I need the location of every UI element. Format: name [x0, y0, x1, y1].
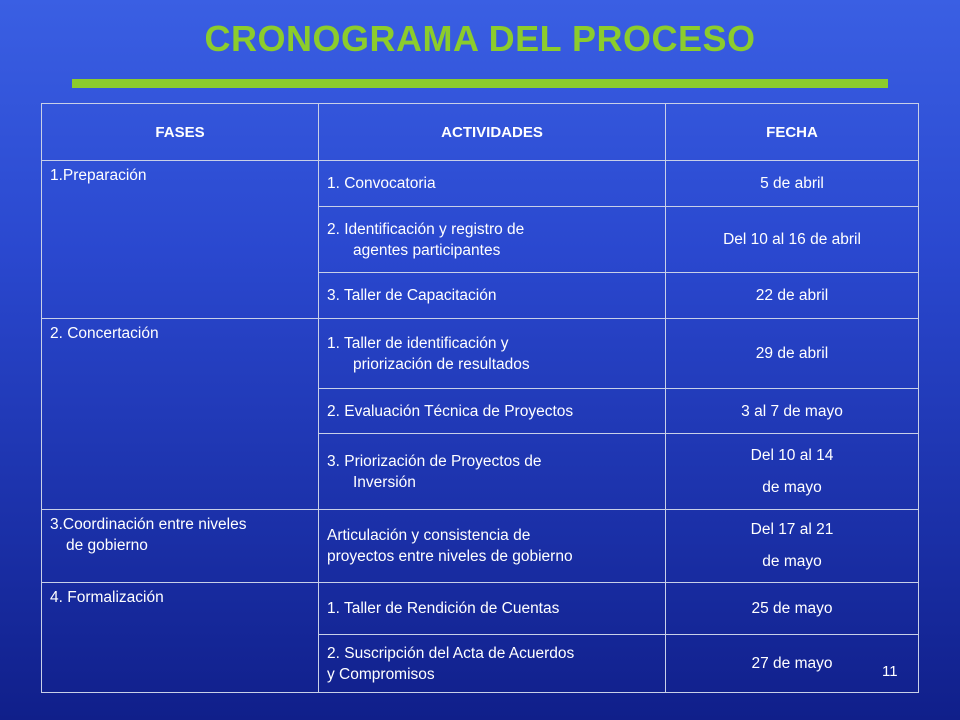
table-row: [42, 161, 919, 207]
activity-text-cont: y Compromisos: [327, 665, 435, 683]
date-cell: [666, 434, 919, 510]
phase-cell: [42, 583, 319, 693]
date-cell: 22 de abril: [666, 273, 919, 319]
activity-cell: [319, 510, 666, 583]
activity-text-cont: agentes participantes: [353, 241, 501, 259]
date-cell: 25 de mayo: [666, 583, 919, 635]
activity-cell: [319, 635, 666, 693]
phase-label-cont: de gobierno: [66, 537, 148, 554]
activity-text: Articulación y consistencia de: [327, 527, 531, 544]
header-fecha: FECHA: [666, 104, 919, 161]
date-cell: [666, 510, 919, 583]
slide-title: CRONOGRAMA DEL PROCESO: [204, 18, 756, 59]
page-number: 11: [882, 663, 898, 680]
activity-text: 1. Taller de identificación y: [327, 334, 509, 352]
phase-cell: [42, 319, 319, 510]
date-cell: 27 de mayo: [666, 635, 919, 693]
date-cell: 5 de abril: [666, 161, 919, 207]
header-row: [42, 104, 919, 161]
activity-cell: [319, 434, 666, 510]
activity-text: 1. Convocatoria: [327, 175, 436, 192]
phase-label: 3.Coordinación entre niveles: [50, 516, 247, 533]
activity-text-cont: priorización de resultados: [353, 355, 530, 373]
activity-text: 2. Suscripción del Acta de Acuerdos: [327, 644, 575, 662]
header-fases: FASES: [42, 104, 319, 161]
date-cell: 29 de abril: [666, 319, 919, 389]
schedule-table: [41, 103, 919, 693]
date-line: Del 17 al 21: [750, 521, 834, 538]
date-cell: 3 al 7 de mayo: [666, 389, 919, 434]
activity-cell: [319, 161, 666, 207]
phase-cell: [42, 510, 319, 583]
activity-cell: [319, 389, 666, 434]
table-row: [42, 319, 919, 389]
date-line: de mayo: [762, 478, 822, 496]
phase-label: 4. Formalización: [50, 589, 164, 606]
phase-label: 2. Concertación: [50, 325, 159, 342]
table-row: [42, 510, 919, 583]
activity-text-cont: proyectos entre niveles de gobierno: [327, 548, 573, 565]
activity-text: 1. Taller de Rendición de Cuentas: [327, 600, 560, 617]
activity-text-cont: Inversión: [353, 473, 416, 491]
table-row: [42, 583, 919, 635]
phase-label: 1.Preparación: [50, 167, 147, 184]
activity-text: 2. Evaluación Técnica de Proyectos: [327, 402, 574, 420]
activity-text: 3. Priorización de Proyectos de: [327, 452, 542, 470]
date-cell: Del 10 al 16 de abril: [666, 207, 919, 273]
date-line: Del 10 al 14: [750, 446, 834, 464]
title-underline: [72, 79, 888, 88]
activity-cell: [319, 583, 666, 635]
activity-cell: [319, 207, 666, 273]
date-line: de mayo: [762, 553, 822, 570]
activity-text: 3. Taller de Capacitación: [327, 287, 497, 304]
phase-cell: [42, 161, 319, 319]
header-actividades: ACTIVIDADES: [319, 104, 666, 161]
activity-text: 2. Identificación y registro de: [327, 220, 525, 238]
activity-cell: [319, 319, 666, 389]
activity-cell: [319, 273, 666, 319]
